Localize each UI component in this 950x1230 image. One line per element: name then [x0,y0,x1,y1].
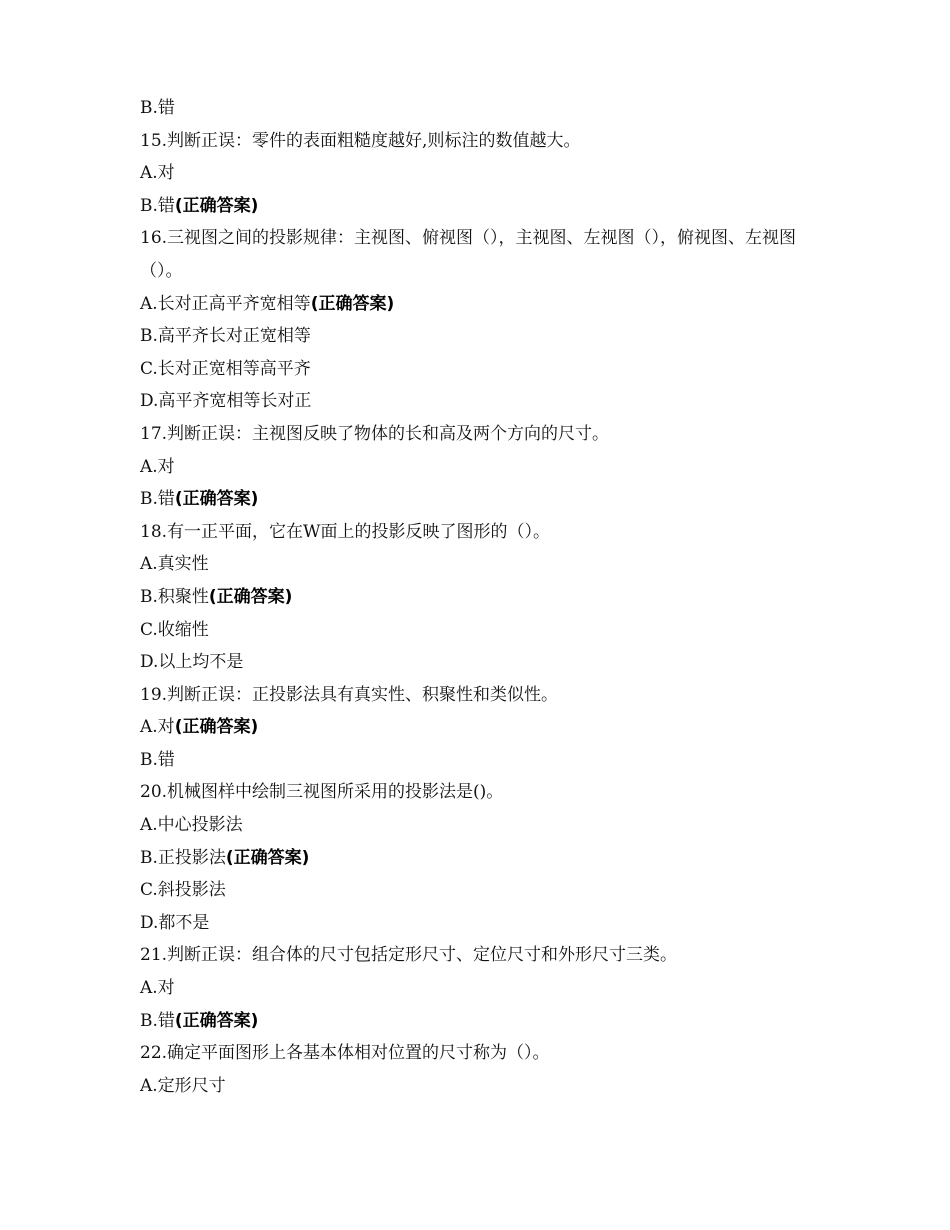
correct-answer-mark: (正确答案) [174,717,259,738]
document-line [140,874,800,907]
line-text: 17.判断正误：主视图反映了物体的长和高及两个方向的尺寸。 [140,423,610,444]
document-line [140,385,800,418]
line-text: A.真实性 [140,554,209,575]
line-text: B.积聚性 [140,586,209,607]
line-text: B.高平齐长对正宽相等 [140,326,311,347]
document-line [140,711,800,744]
line-text: D.以上均不是 [140,652,244,673]
document-line [140,646,800,679]
correct-answer-mark: (正确答案) [174,489,259,510]
line-text: 18.有一正平面，它在W面上的投影反映了图形的（）。 [140,521,551,542]
question-list [140,92,800,1102]
line-text: A.定形尺寸 [140,1075,226,1096]
document-line [140,581,800,614]
line-text: B.错 [140,98,175,118]
line-text: B.错 [140,1010,175,1031]
document-line [140,320,800,353]
document-line [140,614,800,647]
line-text: 15.判断正误：零件的表面粗糙度越好,则标注的数值越大。 [140,130,581,151]
document-line [140,418,800,451]
document-line [140,190,800,223]
correct-answer-mark: (正确答案) [174,195,259,216]
document-line [140,353,800,386]
line-text: 21.判断正误：组合体的尺寸包括定形尺寸、定位尺寸和外形尺寸三类。 [140,945,678,966]
document-line [140,939,800,972]
line-text: A.对 [140,978,175,999]
document-line [140,125,800,158]
line-text: A.对 [140,717,175,738]
document-line [140,451,800,484]
document-line [140,972,800,1005]
document-line [140,842,800,875]
correct-answer-mark: (正确答案) [310,293,395,314]
document-line [140,92,800,125]
correct-answer-mark: (正确答案) [174,1010,259,1031]
line-text: B.错 [140,749,175,770]
document-line [140,907,800,940]
document-line [140,776,800,809]
document-line [140,1070,800,1103]
document-line [140,157,800,190]
line-text: B.错 [140,489,175,510]
line-text: D.高平齐宽相等长对正 [140,391,312,412]
document-line [140,679,800,712]
line-text: C.斜投影法 [140,880,226,901]
line-text: C.收缩性 [140,619,209,640]
document-line [140,1005,800,1038]
document-line [140,809,800,842]
line-text: 20.机械图样中绘制三视图所采用的投影法是()。 [140,782,504,803]
document-line [140,744,800,777]
correct-answer-mark: (正确答案) [208,586,293,607]
line-text: B.错 [140,195,175,216]
line-text: A.中心投影法 [140,815,243,836]
document-line [140,1037,800,1070]
line-text: A.长对正高平齐宽相等 [140,293,311,314]
document-line [140,483,800,516]
document-line [140,222,800,287]
line-text: D.都不是 [140,912,210,933]
line-text: 22.确定平面图形上各基本体相对位置的尺寸称为（）。 [140,1043,550,1064]
line-text: C.长对正宽相等高平齐 [140,358,311,379]
line-text: A.对 [140,456,175,477]
line-text: A.对 [140,163,175,184]
document-line [140,516,800,549]
document-line [140,288,800,321]
line-text: 19.判断正误：正投影法具有真实性、积聚性和类似性。 [140,684,559,705]
correct-answer-mark: (正确答案) [225,847,310,868]
document-line [140,548,800,581]
line-text: B.正投影法 [140,847,226,868]
line-text: 16.三视图之间的投影规律：主视图、俯视图（），主视图、左视图（），俯视图、左视图（）。 [140,228,797,281]
